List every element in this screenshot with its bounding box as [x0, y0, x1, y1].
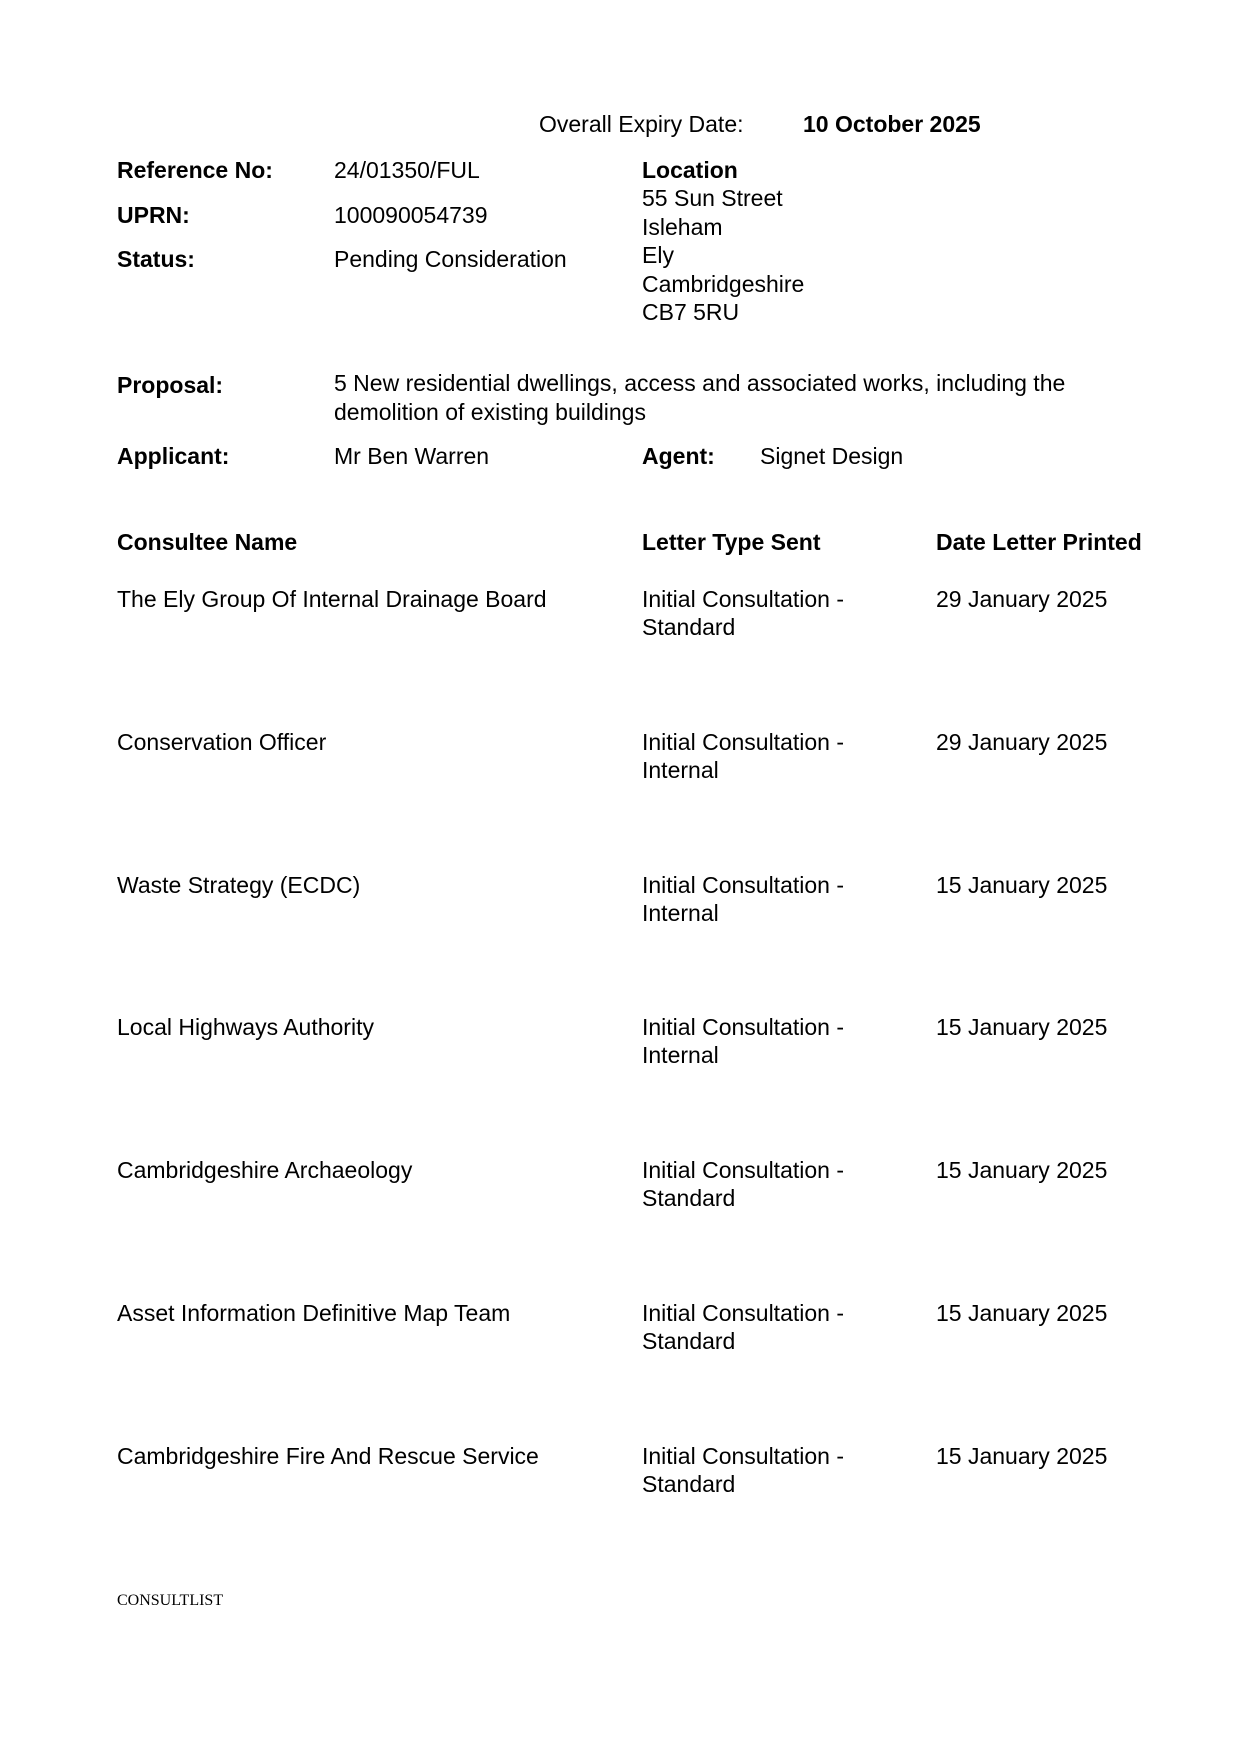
letter-type-detail: Internal: [642, 900, 719, 926]
date-printed: 29 January 2025: [936, 729, 1108, 755]
applicant-value: Mr Ben Warren: [334, 443, 490, 469]
date-printed: 15 January 2025: [936, 1443, 1108, 1469]
letter-type: Initial Consultation -: [642, 729, 844, 755]
reference-value: 24/01350/FUL: [334, 157, 480, 183]
consultee-name: Conservation Officer: [117, 729, 327, 755]
date-printed: 15 January 2025: [936, 1014, 1108, 1040]
applicant-label: Applicant:: [117, 443, 230, 469]
expiry-label: Overall Expiry Date:: [539, 111, 744, 137]
location-label: Location: [642, 157, 738, 183]
agent-label: Agent:: [642, 443, 715, 469]
location-line: Ely: [642, 242, 674, 268]
column-header-consultee-name: Consultee Name: [117, 529, 298, 555]
letter-type: Initial Consultation -: [642, 872, 844, 898]
footer-code: CONSULTLIST: [117, 1592, 224, 1609]
date-printed: 15 January 2025: [936, 1300, 1108, 1326]
location-line: CB7 5RU: [642, 299, 740, 325]
letter-type: Initial Consultation -: [642, 586, 844, 612]
column-header-date-printed: Date Letter Printed: [936, 529, 1142, 555]
date-printed: 15 January 2025: [936, 872, 1108, 898]
uprn-label: UPRN:: [117, 202, 190, 228]
letter-type: Initial Consultation -: [642, 1300, 844, 1326]
letter-type: Initial Consultation -: [642, 1443, 844, 1469]
column-header-letter-type: Letter Type Sent: [642, 529, 821, 555]
letter-type-detail: Internal: [642, 1042, 719, 1068]
letter-type-detail: Internal: [642, 757, 719, 783]
letter-type-detail: Standard: [642, 1328, 736, 1354]
letter-type-detail: Standard: [642, 1185, 736, 1211]
letter-type: Initial Consultation -: [642, 1157, 844, 1183]
location-line: Cambridgeshire: [642, 271, 805, 297]
date-printed: 15 January 2025: [936, 1157, 1108, 1183]
consultee-name: The Ely Group Of Internal Drainage Board: [117, 586, 547, 612]
consultee-name: Asset Information Definitive Map Team: [117, 1300, 511, 1326]
reference-label: Reference No:: [117, 157, 273, 183]
location-line: 55 Sun Street: [642, 185, 783, 211]
letter-type-detail: Standard: [642, 614, 736, 640]
proposal-label: Proposal:: [117, 372, 224, 398]
consultee-name: Cambridgeshire Archaeology: [117, 1157, 413, 1183]
proposal-value: 5 New residential dwellings, access and associated works, including the demolition of existing buildings: [334, 370, 1066, 425]
agent-value: Signet Design: [760, 443, 904, 469]
letter-type-detail: Standard: [642, 1471, 736, 1497]
consultee-name: Local Highways Authority: [117, 1014, 374, 1040]
consultee-name: Waste Strategy (ECDC): [117, 872, 361, 898]
location-line: Isleham: [642, 214, 723, 240]
status-value: Pending Consideration: [334, 246, 567, 272]
status-label: Status:: [117, 246, 195, 272]
consultee-name: Cambridgeshire Fire And Rescue Service: [117, 1443, 539, 1469]
expiry-date: 10 October 2025: [803, 111, 981, 137]
date-printed: 29 January 2025: [936, 586, 1108, 612]
uprn-value: 100090054739: [334, 202, 488, 228]
letter-type: Initial Consultation -: [642, 1014, 844, 1040]
